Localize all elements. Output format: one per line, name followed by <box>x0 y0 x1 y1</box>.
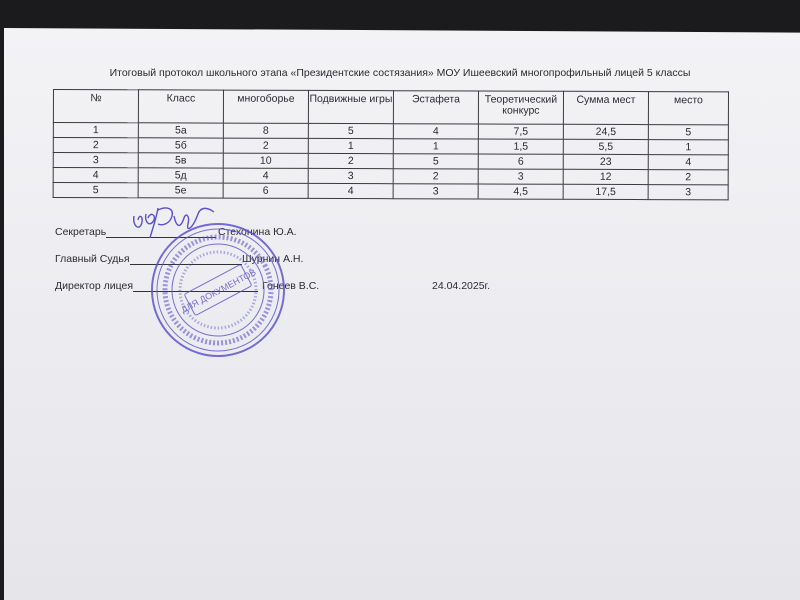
header-place: место <box>648 92 728 125</box>
cell: 2 <box>308 153 393 168</box>
cell: 4 <box>393 124 478 139</box>
table-header-row <box>53 90 728 125</box>
director-role: Директор лицея <box>55 280 134 292</box>
cell: 5 <box>648 125 728 140</box>
cell: 6 <box>478 154 563 169</box>
cell: 3 <box>393 184 478 199</box>
cell: 3 <box>308 168 393 183</box>
cell: 3 <box>478 169 563 184</box>
cell: 1 <box>393 139 478 154</box>
cell: 4 <box>223 168 308 183</box>
cell: 17,5 <box>563 184 648 199</box>
cell: 3 <box>53 153 138 168</box>
secretary-name: Стехонина Ю.А. <box>218 226 297 238</box>
cell: 5б <box>138 138 223 153</box>
cell: 7,5 <box>478 124 563 139</box>
judge-name: Шурнин А.Н. <box>242 253 304 265</box>
cell: 1 <box>53 123 138 138</box>
header-relay: Эстафета <box>393 91 478 124</box>
cell: 2 <box>53 138 138 153</box>
secretary-role: Секретарь <box>55 226 107 238</box>
header-class: Класс <box>138 90 223 123</box>
cell: 1,5 <box>478 139 563 154</box>
cell: 4 <box>648 155 728 170</box>
document-date: 24.04.2025г. <box>432 280 491 292</box>
header-theory: Теоретический конкурс <box>478 91 563 124</box>
cell: 10 <box>223 153 308 168</box>
cell: 5,5 <box>563 139 648 154</box>
header-number: № <box>53 90 138 123</box>
stamp-text: ДЛЯ ДОКУМЕНТОВ <box>179 266 258 315</box>
cell: 4 <box>53 168 138 183</box>
cell: 1 <box>648 140 728 155</box>
cell: 2 <box>648 170 728 185</box>
cell: 8 <box>223 123 308 138</box>
header-allround: многоборье <box>223 90 308 123</box>
cell: 5 <box>53 183 138 198</box>
cell: 12 <box>563 169 648 184</box>
cell: 5в <box>138 153 223 168</box>
director-name: Гонеев В.С. <box>262 280 320 292</box>
cell: 5 <box>393 154 478 169</box>
document-title: Итоговый протокол школьного этапа «Президентские состязания» МОУ Ишеевский многопрофильный лицей 5 классы <box>109 67 691 79</box>
cell: 3 <box>648 185 728 200</box>
table-row <box>53 183 728 200</box>
cell: 5д <box>138 168 223 183</box>
cell: 2 <box>223 138 308 153</box>
official-stamp <box>148 220 288 360</box>
cell: 4,5 <box>478 184 563 199</box>
cell: 23 <box>563 154 648 169</box>
cell: 6 <box>223 183 308 198</box>
cell: 1 <box>308 138 393 153</box>
cell: 4 <box>308 183 393 198</box>
cell: 5е <box>138 183 223 198</box>
header-sum: Сумма мест <box>563 91 648 124</box>
results-table <box>53 89 729 200</box>
judge-role: Главный Судья <box>55 253 130 265</box>
cell: 5 <box>308 123 393 138</box>
cell: 5а <box>138 123 223 138</box>
cell: 24,5 <box>563 124 648 139</box>
header-games: Подвижные игры <box>308 90 393 123</box>
cell: 2 <box>393 169 478 184</box>
